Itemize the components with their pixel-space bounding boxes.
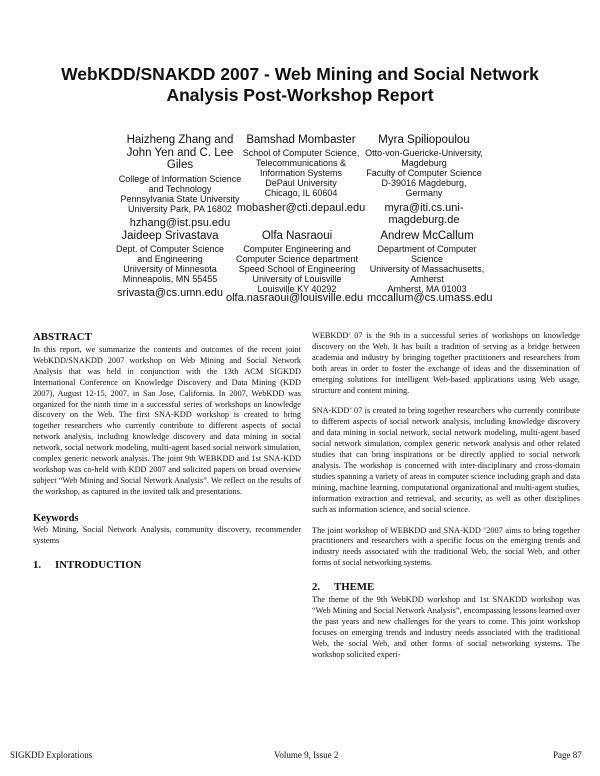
intro-paragraph: SNA-KDD’ 07 is created to bring together researchers who currently contribute to different aspects of social network analysis, including knowledge discovery and data mining in social network, social network modeling, multi-agent based social network simulation, complex generic network analysis and other related studies that can bring inspirations or be directly applied to social network analysis. The workshop is concerned with inter-disciplinary and cross-domain studies spanning a variety of areas in computer science including graph and data mining, machine learning, computational organizational and multi-agent studies, information extraction and retrieval, and security, as well as other disciplines such as information science, and social science.: [312, 406, 580, 514]
theme-paragraph: The theme of the 9th WebKDD workshop and 1st SNAKDD workshop was “Web Mining and Social Network Analysis”, encompassing lessons learned over the past years and new challenges for the years to come. This joint workshop focuses on emerging trends and industry needs associated with the traditional Web, the social Web, and other forms of social networking systems. The workshop solicited experi-: [312, 595, 580, 659]
author-block: [356, 230, 498, 295]
author-name: Jaideep Srivastava: [121, 230, 219, 242]
author-name: Bamshad Mombaster: [246, 134, 356, 146]
left-column: [33, 331, 301, 573]
author-block: [356, 134, 492, 226]
section-number: 2.: [312, 581, 321, 594]
abstract-heading: ABSTRACT: [33, 331, 92, 343]
author-affiliation: Otto-von-Guericke-University, Magdeburg Faculty of Computer Science D-39016 Magdeburg, Germany: [365, 147, 483, 199]
author-block: [226, 134, 376, 214]
section-heading-theme: [312, 581, 580, 594]
author-email: srivasta@cs.umn.edu: [117, 287, 223, 300]
page-footer: [0, 750, 600, 764]
author-affiliation: College of Information Science and Technology Pennsylvania State University University Park, PA 16802: [118, 173, 242, 215]
author-name: Myra Spiliopoulou: [378, 134, 470, 146]
author-name: Andrew McCallum: [380, 230, 474, 242]
intro-paragraph: WEBKDD’ 07 is the 9th in a successful series of workshops on knowledge discovery on the Web. It has built a tradition of serving as a bridge between academia and industry by bringing together practitioners and researchers from both areas in order to foster the exchange of ideas and the dissemination of emerging solutions for intelligent Web-based applications using Web usage, structure and content mining.: [312, 331, 580, 395]
author-affiliation: School of Computer Science, Telecommunications & Information Systems DePaul University Chicago, IL 60604: [242, 147, 360, 199]
author-block: [100, 230, 240, 299]
author-email: hzhang@ist.psu.edu: [129, 217, 231, 230]
keywords-text: Web Mining, Social Network Analysis, community discovery, recommender systems: [33, 524, 301, 545]
footer-journal: SIGKDD Explorations: [10, 750, 93, 760]
right-column: [312, 331, 580, 671]
author-email: olfa.nasraoui@louisville.edu: [226, 292, 364, 304]
author-email: myra@iti.cs.uni- magdeburg.de: [384, 201, 464, 226]
keywords-heading: Keywords: [33, 512, 79, 524]
author-affiliation: Department of Computer Science University of Massachusetts, Amherst Amherst, MA 01003: [369, 243, 485, 295]
author-block: [222, 230, 372, 295]
footer-page: Page 87: [553, 750, 582, 760]
section-title: INTRODUCTION: [55, 558, 142, 571]
author-email: mobasher@cti.depaul.edu: [236, 201, 366, 214]
section-number: 1.: [33, 558, 42, 571]
author-affiliation: Dept. of Computer Science and Engineering University of Minnesota Minneapolis, MN 55455: [115, 243, 225, 285]
paper-title: WebKDD/SNAKDD 2007 - Web Mining and Social Network Analysis Post-Workshop Report: [61, 64, 539, 105]
intro-paragraph: The joint workshop of WEBKDD and SNA-KDD ’2007 aims to bring together practitioners and researchers with a specific focus on the emerging trends and industry needs associated with the traditional Web, the social Web, and other forms of social networking systems.: [312, 525, 580, 568]
author-name: Olfa Nasraoui: [261, 230, 333, 242]
abstract-text: In this report, we summarize the contents and outcomes of the recent joint WebKDD/SNAKDD 2007 workshop on Web Mining and Social Network Analysis that was held in conjunction with the 13th ACM SIGKDD International Conference on Knowledge Discovery and Data Mining (KDD 2007), August 12-15, 2007, in San Jose, California. In 2007, WebKDD was organized for the ninth time in a successful series of workshops on knowledge discovery on the Web. The first SNA-KDD workshop is created to bring together researchers who currently contribute to different aspects of social network analysis, including knowledge discovery and data mining in social network, social network modeling, multi-agent based social network simulation, complex generic network analysis. The joint 9th WEBKDD and 1st SNA-KDD workshop was co-held with KDD 2007 and solicited papers on broad overview subject “Web Mining and Social Network Analysis”. We reflect on the results of the workshop, as captured in the invited talk and presentations.: [33, 345, 301, 496]
author-name: Haizheng Zhang and John Yen and C. Lee Giles: [126, 134, 234, 171]
footer-volume: Volume 9, Issue 2: [274, 750, 339, 760]
section-heading-introduction: [33, 559, 301, 572]
author-affiliation: Computer Engineering and Computer Science department Speed School of Engineering University of Louisville Louisville KY 40292: [235, 243, 359, 295]
section-title: THEME: [334, 581, 375, 594]
author-email: mccallum@cs.umass.edu: [367, 292, 493, 304]
